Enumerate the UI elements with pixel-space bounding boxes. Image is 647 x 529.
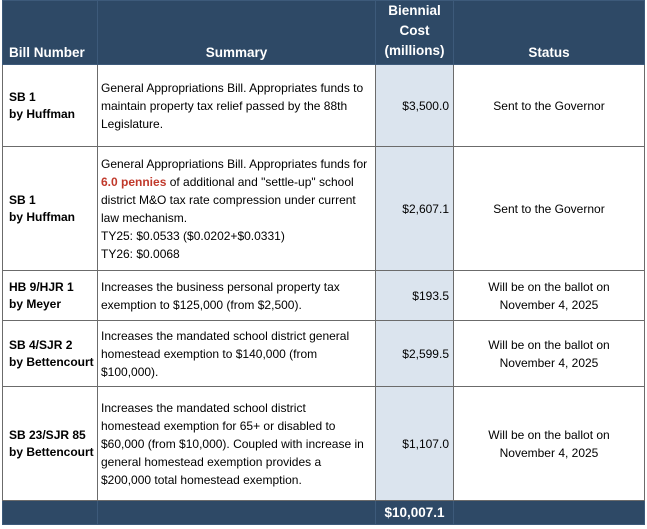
bill-number-cell xyxy=(3,321,98,387)
summary-cell xyxy=(98,387,376,501)
total-spacer xyxy=(3,501,98,525)
status-line: November 4, 2025 xyxy=(499,297,599,312)
summary-line: Increases the mandated school district xyxy=(101,400,306,415)
summary-line: homestead exemption to $140,000 (from xyxy=(101,346,318,361)
total-spacer xyxy=(98,501,376,525)
bill-id: SB 4/SJR 2 xyxy=(9,337,73,352)
summary-line: $100,000). xyxy=(101,364,159,379)
biennial-cost-header xyxy=(376,1,454,65)
summary-line-with-highlight xyxy=(101,173,372,191)
status-cell xyxy=(454,321,645,387)
bill-author: by Huffman xyxy=(9,209,75,224)
bill-id: SB 1 xyxy=(9,89,36,104)
cost-header-line-3: (millions) xyxy=(384,43,445,58)
status-header: Status xyxy=(454,1,645,65)
summary-line: General Appropriations Bill. Appropriates funds to xyxy=(101,80,364,95)
status-cell xyxy=(454,387,645,501)
status-line: Will be on the ballot on xyxy=(488,337,610,352)
status-line: November 4, 2025 xyxy=(499,445,599,460)
status-cell xyxy=(454,65,645,147)
cost-cell: $2,599.5 xyxy=(376,321,454,387)
bill-author: by Huffman xyxy=(9,106,75,121)
summary-cell xyxy=(98,147,376,271)
status-line: Sent to the Governor xyxy=(493,98,605,113)
pennies-highlight: 6.0 pennies xyxy=(101,174,167,189)
summary-header: Summary xyxy=(98,1,376,65)
bill-number-header: Bill Number xyxy=(3,1,98,65)
summary-line: $60,000 (from $10,000). Coupled with increase in xyxy=(101,436,364,451)
status-cell xyxy=(454,147,645,271)
cost-cell: $3,500.0 xyxy=(376,65,454,147)
summary-line: General Appropriations Bill. Appropriates funds for xyxy=(101,156,368,171)
bill-author: by Meyer xyxy=(9,296,62,311)
table-row xyxy=(3,147,645,271)
total-spacer xyxy=(454,501,645,525)
status-line: Will be on the ballot on xyxy=(488,427,610,442)
summary-line: $200,000 total homestead exemption. xyxy=(101,472,302,487)
summary-line: law mechanism. xyxy=(101,210,188,225)
bill-number-cell xyxy=(3,271,98,321)
bill-id: SB 1 xyxy=(9,192,36,207)
summary-line: general homestead exemption provides a xyxy=(101,454,322,469)
summary-line: Increases the business personal property tax xyxy=(101,279,340,294)
status-line: November 4, 2025 xyxy=(499,355,599,370)
status-line: Will be on the ballot on xyxy=(488,279,610,294)
bill-author: by Bettencourt xyxy=(9,354,94,369)
summary-line: TY25: $0.0533 ($0.0202+$0.0331) xyxy=(101,228,285,243)
header-row xyxy=(3,1,645,65)
summary-line: maintain property tax relief passed by the 88th xyxy=(101,98,348,113)
summary-line: Legislature. xyxy=(101,116,164,131)
summary-cell xyxy=(98,271,376,321)
cost-cell: $2,607.1 xyxy=(376,147,454,271)
table-row xyxy=(3,387,645,501)
summary-line: TY26: $0.0068 xyxy=(101,246,180,261)
tax-relief-bills-table xyxy=(2,0,645,525)
summary-line: homestead exemption for 65+ or disabled to xyxy=(101,418,336,433)
cost-cell: $1,107.0 xyxy=(376,387,454,501)
summary-cell xyxy=(98,65,376,147)
summary-line: Increases the mandated school district general xyxy=(101,328,350,343)
summary-after-highlight: of additional and "settle-up" school xyxy=(166,174,354,189)
table-row xyxy=(3,65,645,147)
total-cost-cell: $10,007.1 xyxy=(376,501,454,525)
table-row xyxy=(3,321,645,387)
table-row xyxy=(3,271,645,321)
cost-header-line-1: Biennial xyxy=(388,3,441,18)
bill-number-cell xyxy=(3,65,98,147)
bill-id: SB 23/SJR 85 xyxy=(9,427,86,442)
status-cell xyxy=(454,271,645,321)
total-row xyxy=(3,501,645,525)
status-line: Sent to the Governor xyxy=(493,201,605,216)
summary-line: exemption to $125,000 (from $2,500). xyxy=(101,297,302,312)
bill-author: by Bettencourt xyxy=(9,444,94,459)
bill-id: HB 9/HJR 1 xyxy=(9,279,74,294)
bill-number-cell xyxy=(3,387,98,501)
summary-cell xyxy=(98,321,376,387)
cost-header-line-2: Cost xyxy=(399,23,430,38)
summary-line: district M&O tax rate compression under current xyxy=(101,192,356,207)
bill-number-cell xyxy=(3,147,98,271)
cost-cell: $193.5 xyxy=(376,271,454,321)
